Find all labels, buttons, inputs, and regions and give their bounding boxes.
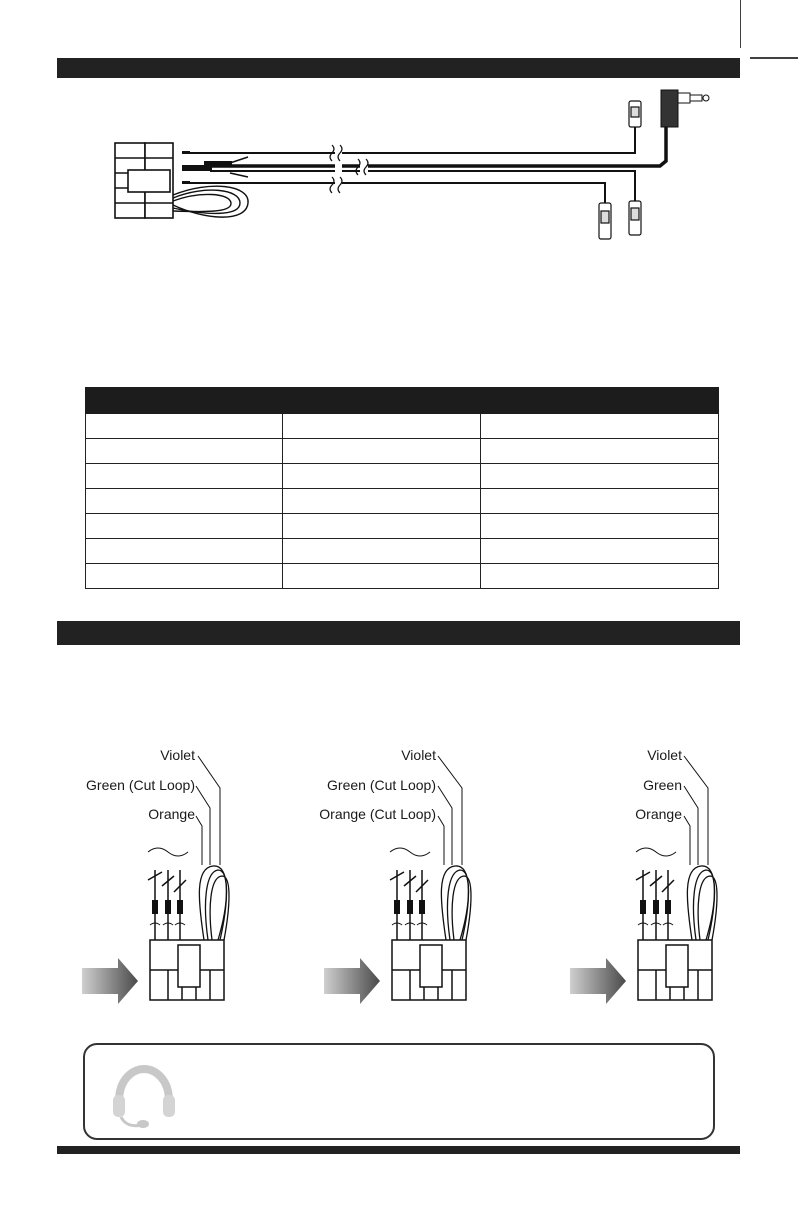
label-violet: Violet [401, 747, 436, 763]
table-cell [283, 414, 481, 439]
section-header-bar [57, 621, 740, 645]
label-green: Green (Cut Loop) [86, 777, 195, 793]
connector [638, 940, 712, 1000]
table-cell [283, 489, 481, 514]
config-diagram-3 [558, 740, 738, 1010]
label-violet: Violet [647, 747, 682, 763]
label-green: Green (Cut Loop) [327, 777, 436, 793]
wire-loops [687, 866, 717, 940]
table-row [86, 514, 719, 539]
table-row [86, 439, 719, 464]
label-green: Green [643, 777, 682, 793]
table-cell [86, 439, 283, 464]
table-cell [481, 514, 719, 539]
table-row [86, 414, 719, 439]
label-violet: Violet [160, 747, 195, 763]
table-cell [283, 439, 481, 464]
table-cell [481, 564, 719, 589]
table-cell [481, 414, 719, 439]
crop-mark-top-right [740, 0, 798, 60]
table-header-cell [283, 388, 481, 414]
connector [150, 940, 224, 1000]
table-cell [481, 489, 719, 514]
harness-wire-loops [173, 186, 248, 217]
fuse-bottom-left [599, 203, 611, 239]
insert-arrow-icon [570, 958, 626, 1004]
label-orange: Orange (Cut Loop) [319, 806, 436, 822]
config-diagram-1 [70, 740, 250, 1010]
note-box [83, 1043, 715, 1140]
table-header-cell [481, 388, 719, 414]
table-cell [481, 464, 719, 489]
table-cell [283, 514, 481, 539]
headset-icon [109, 1061, 179, 1131]
fuse-top [629, 101, 641, 127]
wiring-table [85, 387, 719, 589]
table-cell [283, 539, 481, 564]
wiring-harness-illustration [110, 85, 720, 255]
label-orange: Orange [148, 806, 195, 822]
table-cell [481, 439, 719, 464]
harness-connector [115, 143, 173, 218]
table-row [86, 489, 719, 514]
label-orange: Orange [635, 806, 682, 822]
table-cell [283, 564, 481, 589]
fuse-bottom-right [629, 201, 641, 235]
table-cell [481, 539, 719, 564]
table-row [86, 564, 719, 589]
table-row [86, 539, 719, 564]
wire-loops [199, 866, 229, 940]
table-cell [86, 464, 283, 489]
insert-arrow-icon [82, 958, 138, 1004]
insert-arrow-icon [324, 958, 380, 1004]
table-header-row [86, 388, 719, 414]
footer-bar [57, 1146, 740, 1154]
table-row [86, 464, 719, 489]
table-cell [86, 414, 283, 439]
table-cell [86, 564, 283, 589]
table-cell [86, 489, 283, 514]
table-cell [283, 464, 481, 489]
harness-wires [190, 100, 666, 203]
table-cell [86, 539, 283, 564]
audio-plug [661, 90, 709, 127]
table-cell [86, 514, 283, 539]
connector [392, 940, 466, 1000]
config-diagram-2 [312, 740, 492, 1010]
table-header-cell [86, 388, 283, 414]
section-header-bar [57, 58, 740, 78]
wire-loops [441, 866, 471, 940]
